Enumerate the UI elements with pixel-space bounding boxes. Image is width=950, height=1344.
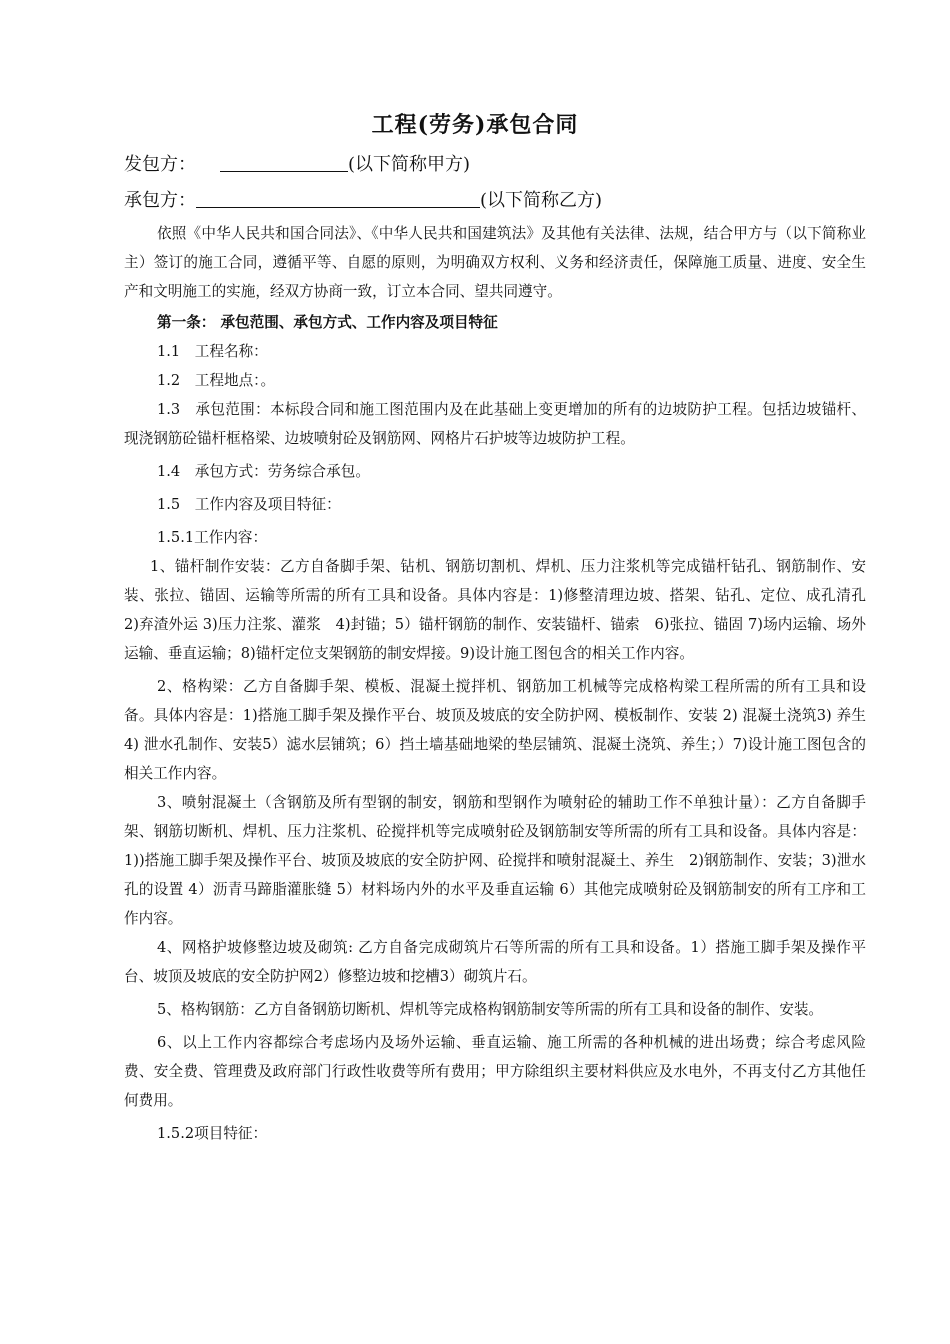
party-a-label: 发包方： [124, 154, 196, 175]
party-b-line [124, 186, 602, 212]
intro-paragraph: 依照《中华人民共和国合同法》、《中华人民共和国建筑法》及其他有关法律、法规，结合甲方与（以下简称业主）签订的施工合同，遵循平等、自愿的原则，为明确双方权利、义务和经济责任，保障施工质量、进度、安全生产和文明施工的实施，经双方协商一致，订立本合同、望共同遵守。 [124, 225, 866, 300]
item-1-5-1: 1.5.1工作内容： [157, 529, 268, 546]
item-1-5: 1.5 工作内容及项目特征： [157, 496, 341, 513]
contract-body [124, 219, 881, 1148]
item-1-5-2: 1.5.2项目特征： [157, 1125, 268, 1142]
article-1-heading: 第一条： 承包范围、承包方式、工作内容及项目特征 [157, 314, 498, 331]
document-title: 工程(劳务)承包合同 [371, 112, 579, 138]
work-item-3: 3、喷射混凝土（含钢筋及所有型钢的制安，钢筋和型钢作为喷射砼的辅助工作不单独计量）：乙方自备脚手架、钢筋切断机、焊机、压力注浆机、砼搅拌机等完成喷射砼及钢筋制安等所需的所有工具和设备。具体内容是：1))搭施工脚手架及操作平台、坡顶及坡底的安全防护网、砼搅拌和喷射混凝土、养生 2)钢筋制作、安装；3)泄水孔的设置 4）沥青马蹄脂灌胀缝 5）材料场内外的水平及垂直运输 6）其他完成喷射砼及钢筋制安的所有工序和工作内容。 [124, 794, 866, 927]
item-1-4: 1.4 承包方式：劳务综合承包。 [157, 463, 370, 480]
item-1-3: 1.3 承包范围：本标段合同和施工图范围内及在此基础上变更增加的所有的边坡防护工程。包括边坡锚杆、现浇钢筋砼锚杆框格梁、边坡喷射砼及钢筋网、网格片石护坡等边坡防护工程。 [124, 401, 866, 447]
work-item-1: 1、锚杆制作安装：乙方自备脚手架、钻机、钢筋切割机、焊机、压力注浆机等完成锚杆钻孔、钢筋制作、安装、张拉、锚固、运输等所需的所有工具和设备。具体内容是：1)修整清理边坡、搭架、钻孔、定位、成孔清孔 2)弃渣外运 3)压力注浆、灌浆 4)封锚；5）锚杆钢筋的制作、安装锚杆、锚索 6)张拉、锚固 7)场内运输、场外运输、垂直运输；8)锚杆定位支架钢筋的制安焊接。9)设计施工图包含的相关工作内容。 [124, 558, 881, 662]
work-item-4: 4、网格护坡修整边坡及砌筑: 乙方自备完成砌筑片石等所需的所有工具和设备。1）搭施工脚手架及操作平台、坡顶及坡底的安全防护网2）修整边坡和挖槽3）砌筑片石。 [124, 939, 866, 985]
work-item-2: 2、格构梁：乙方自备脚手架、模板、混凝土搅拌机、钢筋加工机械等完成格构梁工程所需的所有工具和设备。具体内容是：1)搭施工脚手架及操作平台、坡顶及坡底的安全防护网、模板制作、安装 2) 混凝土浇筑3) 养生4) 泄水孔制作、安装5）滤水层铺筑；6）挡土墙基础地梁的垫层铺筑、混凝土浇筑、养生；）7)设计施工图包含的相关工作内容。 [124, 678, 866, 782]
party-b-label: 承包方： [124, 190, 196, 211]
item-1-2: 1.2 工程地点：。 [157, 372, 276, 389]
party-b-suffix: (以下简称乙方) [480, 190, 603, 211]
work-item-5: 5、格构钢筋：乙方自备钢筋切断机、焊机等完成格构钢筋制安等所需的所有工具和设备的制作、安装。 [157, 1001, 824, 1018]
party-a-line [124, 150, 470, 176]
party-a-blank[interactable] [220, 153, 348, 172]
party-a-suffix: (以下简称甲方) [348, 154, 471, 175]
party-b-blank[interactable] [196, 189, 480, 208]
item-1-1: 1.1 工程名称： [157, 343, 268, 360]
work-item-6: 6、以上工作内容都综合考虑场内及场外运输、垂直运输、施工所需的各种机械的进出场费；综合考虑风险费、安全费、管理费及政府部门行政性收费等所有费用；甲方除组织主要材料供应及水电外，不再支付乙方其他任何费用。 [124, 1034, 866, 1109]
